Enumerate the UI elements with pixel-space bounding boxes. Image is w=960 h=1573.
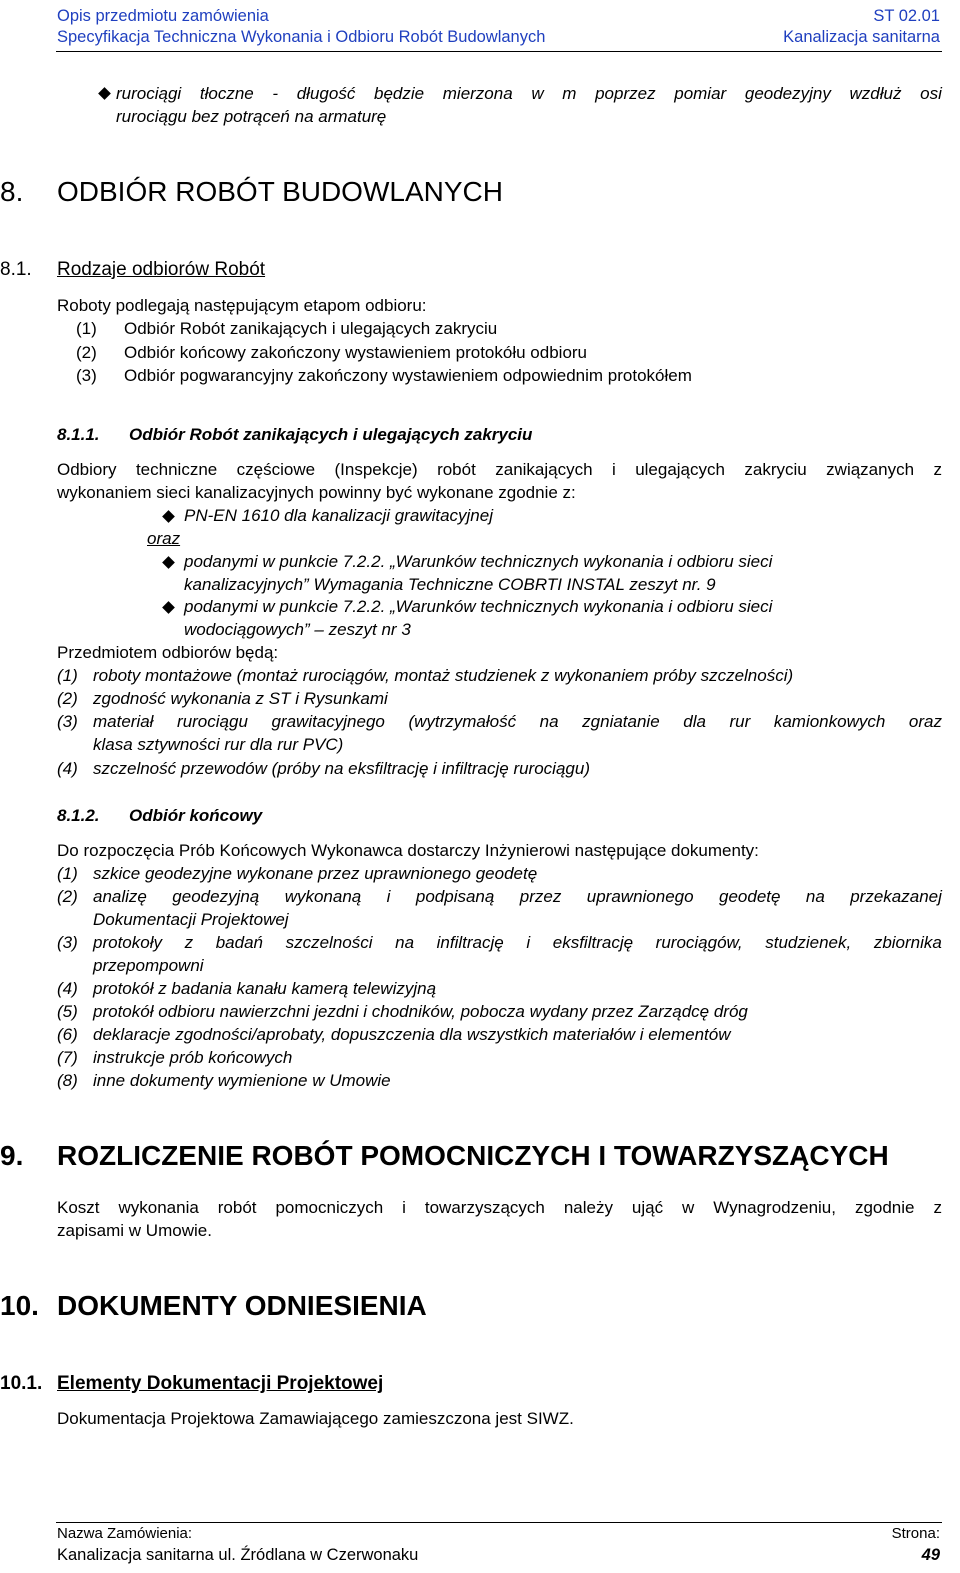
- stage-2-number: (2): [76, 343, 97, 362]
- subject-1-number: (1): [57, 666, 78, 685]
- section-8-1-1-title: Odbiór Robót zanikających i ulegających zakryciu: [129, 425, 533, 444]
- acceptance-subject-lead: Przedmiotem odbiorów będą:: [57, 643, 279, 662]
- section-8-1-1-para-line2: wykonaniem sieci kanalizacyjnych powinny być wykonane zgodnie z:: [57, 483, 576, 502]
- section-8-1-2-lead: Do rozpoczęcia Prób Końcowych Wykonawca dostarczy Inżynierowi następujące dokumenty:: [57, 841, 759, 860]
- connector-oraz: oraz: [147, 529, 181, 548]
- section-9-title: ROZLICZENIE ROBÓT POMOCNICZYCH I TOWARZYSZĄCYCH: [57, 1140, 889, 1171]
- section-8-title: ODBIÓR ROBÓT BUDOWLANYCH: [57, 176, 503, 207]
- document-4-text: protokół z badania kanału kamerą telewizyjną: [93, 979, 437, 998]
- header-spec-title: Specyfikacja Techniczna Wykonania i Odbioru Robót Budowlanych: [57, 28, 546, 46]
- section-10-title: DOKUMENTY ODNIESIENIA: [57, 1290, 427, 1321]
- document-6-text: deklaracje zgodności/aprobaty, dopuszczenia dla wszystkich materiałów i elementów: [93, 1025, 731, 1044]
- section-8-1-1-number: 8.1.1.: [57, 425, 100, 444]
- subject-2-number: (2): [57, 689, 78, 708]
- document-8-text: inne dokumenty wymienione w Umowie: [93, 1071, 391, 1090]
- document-1-text: szkice geodezyjne wykonane przez uprawnionego geodetę: [93, 864, 538, 883]
- section-9-number: 9.: [0, 1140, 24, 1171]
- section-8-1-title: Rodzaje odbiorów Robót: [57, 259, 266, 280]
- subject-3-text-line1: materiał rurociągu grawitacyjnego (wytrzymałość na zgniatanie dla rur kamionkowych oraz: [93, 712, 942, 731]
- section-9-para-line2: zapisami w Umowie.: [57, 1221, 212, 1240]
- subject-4-number: (4): [57, 759, 78, 778]
- subject-3-text-line2: klasa sztywności rur dla rur PVC): [93, 735, 344, 754]
- subject-3-number: (3): [57, 712, 78, 731]
- requirement-kanalizacyjnych-line2: kanalizacyjnych” Wymagania Techniczne COBRTI INSTAL zeszyt nr. 9: [184, 575, 716, 594]
- section-9-para-line1: Koszt wykonania robót pomocniczych i towarzyszących należy ująć w Wynagrodzeniu, zgodnie z: [57, 1198, 942, 1217]
- stage-1-text: Odbiór Robót zanikających i ulegających zakryciu: [124, 319, 498, 338]
- section-8-1-2-title: Odbiór końcowy: [129, 806, 263, 825]
- stage-3-text: Odbiór pogwarancyjny zakończony wystawieniem odpowiednim protokółem: [124, 366, 692, 385]
- requirement-kanalizacyjnych-line1: podanymi w punkcie 7.2.2. „Warunków technicznych wykonania i odbioru sieci: [184, 552, 773, 571]
- section-10-1-number: 10.1.: [0, 1373, 43, 1394]
- footer-page-number: 49: [921, 1546, 940, 1564]
- document-6-number: (6): [57, 1025, 78, 1044]
- diamond-bullet-icon: [98, 87, 111, 100]
- requirement-wodociagowych-line1: podanymi w punkcie 7.2.2. „Warunków technicznych wykonania i odbioru sieci: [184, 597, 773, 616]
- section-8-1-lead: Roboty podlegają następującym etapom odbioru:: [57, 296, 427, 315]
- document-7-text: instrukcje prób końcowych: [93, 1048, 293, 1067]
- footer-rule: [56, 1522, 942, 1523]
- document-4-number: (4): [57, 979, 78, 998]
- document-1-number: (1): [57, 864, 78, 883]
- footer-label-page: Strona:: [891, 1525, 940, 1542]
- header-doc-title: Opis przedmiotu zamówienia: [57, 7, 269, 25]
- requirement-wodociagowych-line2: wodociągowych” – zeszyt nr 3: [184, 620, 411, 639]
- diamond-bullet-icon: [162, 556, 175, 569]
- diamond-bullet-icon: [162, 510, 175, 523]
- subject-2-text: zgodność wykonania z ST i Rysunkami: [93, 689, 388, 708]
- document-2-text-line1: analizę geodezyjną wykonaną i podpisaną przez uprawnionego geodetę na przekazanej: [93, 887, 942, 906]
- intro-bullet-line1: rurociągi tłoczne - długość będzie mierzona w m poprzez pomiar geodezyjny wzdłuż osi: [116, 84, 942, 103]
- document-5-number: (5): [57, 1002, 78, 1021]
- subject-4-text: szczelność przewodów (próby na eksfiltrację i infiltrację rurociągu): [93, 759, 590, 778]
- document-2-text-line2: Dokumentacji Projektowej: [93, 910, 289, 929]
- standard-pn-en-1610: PN-EN 1610 dla kanalizacji grawitacyjnej: [184, 506, 493, 525]
- document-3-number: (3): [57, 933, 78, 952]
- stage-2-text: Odbiór końcowy zakończony wystawieniem protokółu odbioru: [124, 343, 588, 362]
- document-3-text-line1: protokoły z badań szczelności na infiltrację i eksfiltrację rurociągów, studzienek, zbiornika: [93, 933, 942, 952]
- section-10-number: 10.: [0, 1290, 39, 1321]
- section-10-1-para: Dokumentacja Projektowa Zamawiającego zamieszczona jest SIWZ.: [57, 1409, 574, 1428]
- document-7-number: (7): [57, 1048, 78, 1067]
- document-3-text-line2: przepompowni: [93, 956, 204, 975]
- section-8-1-number: 8.1.: [0, 259, 32, 280]
- section-8-number: 8.: [0, 176, 24, 207]
- section-8-1-1-para-line1: Odbiory techniczne częściowe (Inspekcje) robót zanikających i ulegających zakryciu związanych z: [57, 460, 942, 479]
- subject-1-text: roboty montażowe (montaż rurociągów, montaż studzienek z wykonaniem próby szczelności): [93, 666, 794, 685]
- document-5-text: protokół odbioru nawierzchni jezdni i chodników, pobocza wydany przez Zarządcę dróg: [93, 1002, 748, 1021]
- diamond-bullet-icon: [162, 601, 175, 614]
- header-project: Kanalizacja sanitarna: [783, 28, 940, 46]
- stage-3-number: (3): [76, 366, 97, 385]
- document-8-number: (8): [57, 1071, 78, 1090]
- section-10-1-title: Elementy Dokumentacji Projektowej: [57, 1373, 384, 1394]
- intro-bullet-line2: rurociągu bez potrąceń na armaturę: [116, 107, 387, 126]
- stage-1-number: (1): [76, 319, 97, 338]
- section-8-1-2-number: 8.1.2.: [57, 806, 100, 825]
- footer-order-name: Kanalizacja sanitarna ul. Źródlana w Czerwonaku: [57, 1546, 419, 1564]
- footer-label-order: Nazwa Zamówienia:: [57, 1525, 193, 1542]
- document-2-number: (2): [57, 887, 78, 906]
- header-rule: [56, 51, 942, 52]
- header-spec-code: ST 02.01: [873, 7, 940, 25]
